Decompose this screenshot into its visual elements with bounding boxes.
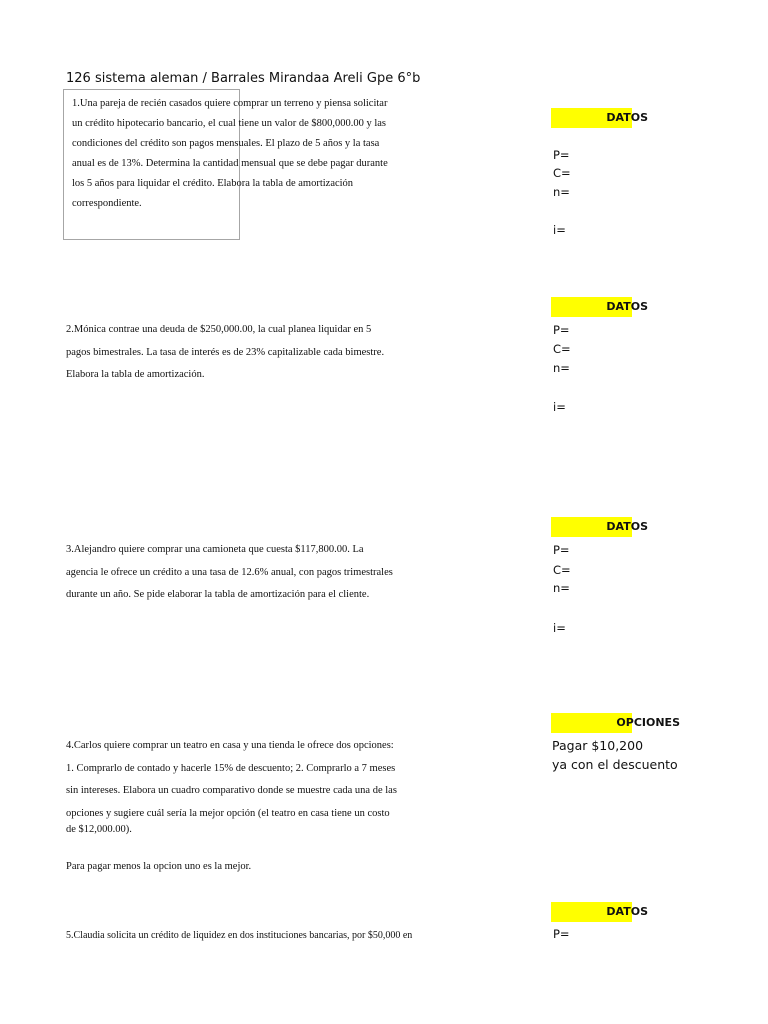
problem-1-line: los 5 años para liquidar el crédito. Elabora la tabla de amortización (72, 178, 354, 189)
datos-label: DATOS (606, 520, 648, 533)
problem-1-line: 1.Una pareja de recién casados quiere comprar un terreno y piensa solicitar (72, 98, 388, 109)
var-i-3: i= (553, 621, 566, 635)
page-title: 126 sistema aleman / Barrales Mirandaa Areli Gpe 6°b (66, 71, 421, 86)
problem-2-line: Elabora la tabla de amortización. (66, 369, 205, 380)
var-n-3: n= (553, 581, 570, 595)
var-p-2: P= (553, 323, 570, 337)
problem-3-line: durante un año. Se pide elaborar la tabla de amortización para el cliente. (66, 589, 370, 600)
datos-label: DATOS (606, 905, 648, 918)
problem-4-answer: Para pagar menos la opcion uno es la mejor. (66, 861, 252, 872)
var-p-1: P= (553, 148, 570, 162)
problem-4-text (66, 735, 476, 825)
var-n-2: n= (553, 361, 570, 375)
datos-header-2 (551, 297, 648, 317)
datos-header-1 (551, 108, 648, 128)
problem-4-line: sin intereses. Elabora un cuadro comparativo donde se muestre cada una de las (66, 785, 397, 796)
opciones-label: OPCIONES (616, 716, 680, 729)
problem-1-line: un crédito hipotecario bancario, el cual tiene un valor de $800,000.00 y las (72, 118, 387, 129)
problem-5-text: 5.Claudia solicita un crédito de liquidez en dos instituciones bancarias, por $50,000 en (66, 930, 413, 941)
option-line-2: ya con el descuento (552, 757, 678, 772)
option-line-1: Pagar $10,200 (552, 738, 644, 753)
var-i-1: i= (553, 223, 566, 237)
problem-4-line: 4.Carlos quiere comprar un teatro en casa y una tienda le ofrece dos opciones: (66, 740, 394, 751)
opciones-header (551, 713, 680, 733)
problem-3-line: 3.Alejandro quiere comprar una camioneta que cuesta $117,800.00. La (66, 544, 364, 555)
problem-4-line: opciones y sugiere cuál sería la mejor opción (el teatro en casa tiene un costo (66, 807, 390, 819)
var-c-1: C= (553, 166, 571, 180)
problem-2-line: 2.Mónica contrae una deuda de $250,000.00, la cual planea liquidar en 5 (66, 324, 372, 335)
problem-2-text (66, 319, 476, 387)
problem-3-text (66, 539, 476, 607)
var-p-3: P= (553, 543, 570, 557)
problem-1-line: anual es de 13%. Determina la cantidad mensual que se debe pagar durante (72, 158, 388, 169)
var-p-5: P= (553, 927, 570, 941)
problem-1-line: condiciones del crédito son pagos mensuales. El plazo de 5 años y la tasa (72, 138, 380, 149)
datos-header-5 (551, 902, 648, 922)
problem-3-line: agencia le ofrece un crédito a una tasa de 12.6% anual, con pagos trimestrales (66, 566, 393, 578)
var-c-3: C= (553, 563, 571, 577)
var-i-2: i= (553, 400, 566, 414)
var-c-2: C= (553, 342, 571, 356)
datos-label: DATOS (606, 300, 648, 313)
problem-4-line: 1. Comprarlo de contado y hacerle 15% de descuento; 2. Comprarlo a 7 meses (66, 762, 396, 774)
problem-1-text (72, 94, 452, 214)
problem-2-line: pagos bimestrales. La tasa de interés es de 23% capitalizable cada bimestre. (66, 346, 385, 358)
problem-1-line: correspondiente. (72, 198, 142, 209)
problem-4-clipped-line (66, 824, 476, 838)
problem-4-clipped-text: de $12,000.00). (66, 824, 132, 835)
var-n-1: n= (553, 185, 570, 199)
datos-label: DATOS (606, 111, 648, 124)
datos-header-3 (551, 517, 648, 537)
